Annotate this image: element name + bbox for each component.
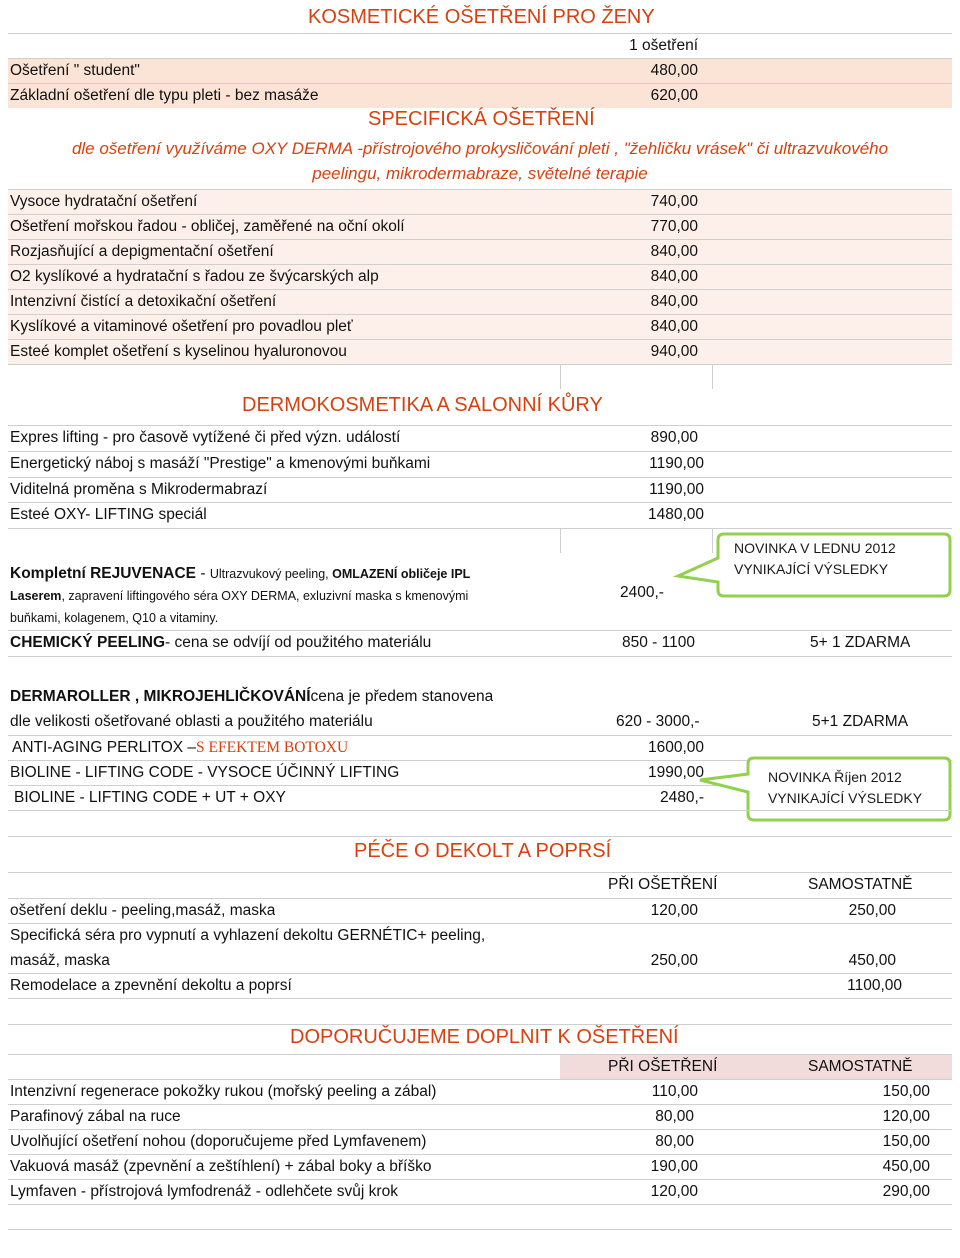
- service-name: Remodelace a zpevnění dekoltu a poprsí: [10, 977, 292, 994]
- table-row: [8, 630, 952, 655]
- table-row: [8, 1179, 952, 1204]
- table-row: [8, 1154, 952, 1179]
- section-heading-dekolt: PÉČE O DEKOLT A POPRSÍ: [354, 840, 612, 862]
- table-row: [8, 502, 952, 527]
- table-row: [8, 1129, 952, 1154]
- table-row: [8, 339, 952, 364]
- service-price: 2480,-: [660, 789, 704, 806]
- table-row: [8, 83, 952, 108]
- price-with-treatment: 250,00: [650, 951, 698, 969]
- section-heading-dermo: DERMOKOSMETIKA A SALONNÍ KŮRY: [242, 394, 603, 416]
- service-name: Esteé komplet ošetření s kyselinou hyaluronovou: [10, 343, 347, 360]
- table-row: [8, 477, 952, 502]
- column-header: PŘI OŠETŘENÍ: [608, 1058, 718, 1075]
- service-name: ošetření deklu - peeling,masáž, maska: [10, 902, 276, 919]
- service-name: Esteé OXY- LIFTING speciál: [10, 506, 207, 523]
- service-name: Lymfaven - přístrojová lymfodrenáž - odlehčete svůj krok: [10, 1183, 398, 1200]
- service-name: BIOLINE - LIFTING CODE - VYSOCE ÚČINNÝ LIFTING: [10, 764, 400, 781]
- spacer-row: [8, 1204, 952, 1230]
- service-name: Parafinový zábal na ruce: [10, 1108, 181, 1125]
- section-subtitle: peelingu, mikrodermabraze, světelné terapie: [312, 164, 648, 183]
- table-row: [8, 58, 952, 83]
- column-header: PŘI OŠETŘENÍ: [608, 876, 718, 893]
- service-price: 770,00: [650, 218, 698, 235]
- service-price: 890,00: [650, 429, 698, 446]
- table-row: [8, 189, 952, 214]
- table-row: [8, 239, 952, 264]
- service-price: 620 - 3000,-: [616, 712, 700, 730]
- service-name: Intenzivní čistící a detoxikační ošetření: [10, 293, 277, 310]
- service-name: Energetický náboj s masáží "Prestige" a kmenovými buňkami: [10, 455, 431, 472]
- spacer-row: [8, 656, 952, 684]
- price-standalone: 450,00: [882, 1158, 930, 1175]
- price-header: 1 ošetření: [629, 37, 698, 54]
- price-standalone: 150,00: [882, 1083, 930, 1100]
- price-standalone: 290,00: [882, 1183, 930, 1200]
- section-heading-specific: SPECIFICKÁ OŠETŘENÍ: [368, 108, 595, 130]
- service-name: BIOLINE - LIFTING CODE + UT + OXY: [14, 789, 286, 806]
- spacer-row: [8, 364, 952, 389]
- service-price: 840,00: [650, 318, 698, 335]
- service-name: Uvolňující ošetření nohou (doporučujeme před Lymfavenem): [10, 1133, 427, 1150]
- price-with-treatment: 110,00: [651, 1083, 698, 1100]
- rejuvenace-price: 2400,-: [620, 584, 664, 601]
- price-with-treatment: 120,00: [650, 902, 698, 919]
- service-name: Kyslíkové a vitaminové ošetření pro povadlou pleť: [10, 318, 353, 335]
- service-price: 480,00: [650, 62, 698, 79]
- service-price: 840,00: [650, 268, 698, 285]
- service-name: dle velikosti ošetřované oblasti a použitého materiálu: [10, 712, 373, 730]
- service-name: Viditelná proměna s Mikrodermabrazí: [10, 481, 268, 498]
- price-with-treatment: 190,00: [650, 1158, 698, 1175]
- table-row: [8, 948, 952, 973]
- service-bonus: 5+ 1 ZDARMA: [810, 634, 911, 651]
- service-name: CHEMICKÝ PEELING - cena se odvíjí od použitého materiálu: [10, 634, 432, 651]
- service-name: Specifická séra pro vypnutí a vyhlazení dekoltu GERNÉTIC+ peeling,: [10, 927, 486, 944]
- table-row: [8, 1079, 952, 1104]
- service-name: DERMAROLLER , MIKROJEHLIČKOVÁNÍ cena je předem stanovena: [10, 687, 494, 705]
- column-header: SAMOSTATNĚ: [808, 876, 913, 893]
- column-header-row: [8, 872, 952, 897]
- table-row: [8, 1104, 952, 1129]
- service-price: 1600,00: [647, 739, 704, 756]
- service-price: 620,00: [650, 87, 698, 104]
- service-name: Vysoce hydratační ošetření: [10, 193, 198, 210]
- table-row: [8, 289, 952, 314]
- price-with-treatment: 80,00: [655, 1108, 694, 1125]
- column-header: SAMOSTATNĚ: [808, 1058, 913, 1075]
- table-row: [8, 923, 952, 948]
- price-standalone: 1100,00: [847, 977, 902, 994]
- price-with-treatment: 80,00: [655, 1133, 694, 1150]
- price-header-row: [8, 33, 952, 58]
- spacer-row: [8, 998, 952, 1024]
- rejuvenace-title: Kompletní REJUVENACE: [10, 565, 197, 582]
- table-row: [8, 709, 952, 734]
- service-name: Vakuová masáž (zpevnění a zeštíhlení) + zábal boky a bříško: [10, 1158, 432, 1175]
- service-price: 1480,00: [647, 506, 704, 523]
- price-with-treatment: 120,00: [650, 1183, 698, 1200]
- service-name: masáž, maska: [10, 951, 110, 969]
- service-name: Základní ošetření dle typu pleti - bez masáže: [10, 87, 319, 104]
- service-name: Intenzivní regenerace pokožky rukou (mořský peeling a zábal): [10, 1083, 437, 1100]
- table-row: [8, 451, 952, 476]
- price-standalone: 250,00: [848, 902, 896, 919]
- service-price: 840,00: [650, 293, 698, 310]
- service-name: Ošetření mořskou řadou - obličej, zaměřené na oční okolí: [10, 218, 405, 235]
- service-name: O2 kyslíkové a hydratační s řadou ze švýcarských alp: [10, 268, 379, 285]
- price-standalone: 150,00: [882, 1133, 930, 1150]
- table-row: [8, 314, 952, 339]
- service-name: Ošetření " student": [10, 62, 140, 79]
- table-row: [8, 425, 952, 450]
- service-price: 850 - 1100: [622, 634, 695, 651]
- table-row: [8, 898, 952, 923]
- price-standalone: 120,00: [882, 1108, 930, 1125]
- callout-2-text: NOVINKA Říjen 2012 VYNIKAJÍCÍ VÝSLEDKY: [768, 769, 923, 806]
- column-header-row: [8, 1054, 952, 1079]
- service-price: 740,00: [650, 193, 698, 210]
- table-row: [8, 214, 952, 239]
- callout-1-text: NOVINKA V LEDNU 2012 VYNIKAJÍCÍ VÝSLEDKY: [734, 540, 896, 577]
- page-title: KOSMETICKÉ OŠETŘENÍ PRO ŽENY: [308, 6, 655, 28]
- service-price: 1190,00: [649, 481, 704, 498]
- rejuvenace-description: Kompletní REJUVENACE - Ultrazvukový peeling, OMLAZENÍ obličeje IPL Laserem, zapravení liftingového séra OXY DERMA, exluzivní maska s kmenovými buňkami, kolagenem, Q10 a vitaminy.: [10, 565, 471, 625]
- table-row: [8, 684, 952, 709]
- service-price: 1990,00: [647, 764, 704, 781]
- service-name: Rozjasňující a depigmentační ošetření: [10, 243, 274, 260]
- service-name: Expres lifting - pro časově vytížené či před význ. událostí: [10, 429, 401, 446]
- service-bonus: 5+1 ZDARMA: [812, 712, 909, 730]
- service-price: 940,00: [650, 343, 698, 360]
- service-price: 1190,00: [649, 455, 704, 472]
- service-name: ANTI-AGING PERLITOX – S EFEKTEM BOTOXU: [12, 739, 349, 756]
- table-row: [8, 973, 952, 998]
- service-price: 840,00: [650, 243, 698, 260]
- section-subtitle: dle ošetření využíváme OXY DERMA -přístrojového prokysličování pleti , "žehličku vrásek" či ultrazvukového: [71, 139, 889, 158]
- section-heading-extras: DOPORUČUJEME DOPLNIT K OŠETŘENÍ: [290, 1026, 679, 1048]
- spacer-row: [8, 810, 952, 836]
- price-standalone: 450,00: [848, 951, 896, 969]
- table-row: [8, 264, 952, 289]
